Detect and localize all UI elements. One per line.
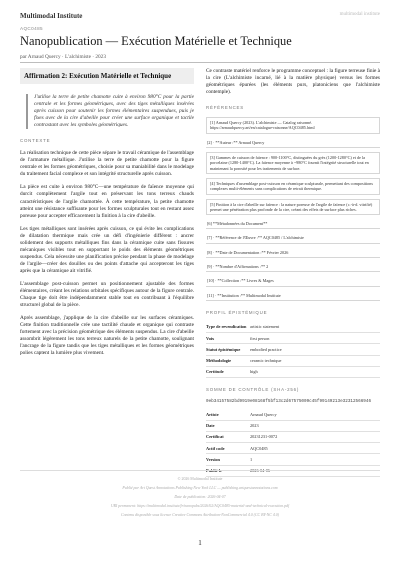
footer-copyright: © 2026 Multimodal Institute	[177, 477, 223, 481]
profile-value: embodied practice	[250, 344, 380, 355]
reference-item: [10] · **Collection :** Livres & Mages	[206, 276, 380, 286]
record-value: 2026-04-06	[250, 465, 380, 476]
right-column	[206, 68, 380, 477]
reference-item: [2] · **Auteur :** Arnaud Quercy	[206, 138, 380, 148]
body-paragraph: Les tiges métalliques sont insérées après cuisson, ce qui évite les complications de dilatation thermique mais crée un défi d'ingénierie différent : ancrer solidement des supports métalliques fins dans la céramique cuite sans fissures mécaniques visibles tout en supportant le poids des éléments géométriques suspendus. Cela nécessite une planification précise pendant la phase de modelage de l'argile—créer des douilles ou des points d'attache qui accepteront les tiges après que la céramique ait vitrifié.	[20, 225, 194, 274]
record-value: Arnaud Quercy	[250, 410, 380, 421]
profile-value: ceramic technique	[250, 355, 380, 366]
table-row	[206, 355, 380, 366]
record-key: Date	[206, 420, 250, 431]
intro-paragraph: Ce contraste matériel renforce le programme conceptuel : la figure terreuse finie à la cire (L'alchimiste incarné, lié à la matière physique) versus les formes géométriques épurées (les éléments purs, platoniciens que l'alchimiste contemple).	[206, 68, 380, 96]
asset-code: AQC0485	[20, 26, 43, 31]
left-column	[20, 68, 194, 363]
footer-permanent-uri[interactable]: URI permanent: https://multimodal.institute/fr/nanopubs/2026/02/AQC0485-material-and-technical-execution.pdf	[110, 503, 290, 508]
table-row	[206, 443, 380, 454]
claim-title: Affirmation 2: Exécution Matérielle et Technique	[20, 68, 194, 84]
page-footer	[20, 470, 380, 520]
intro-body	[206, 68, 380, 96]
profile-key: Méthodologie	[206, 355, 250, 366]
body-paragraph: Après assemblage, j'applique de la cire d'abeille sur les surfaces céramiques. Cette finition traditionnelle crée une tactilité chaude et organique qui contraste fortement avec la précision géométrique des éléments suspendus. La cire d'abeille assombrit légèrement les tons terreux naturels de la petite chamotte, soulignant l'ancrage de la figure tandis que les tiges métalliques et les formes géométriques polies captent la lumière plus vivement.	[20, 315, 194, 357]
reference-item: [9] · **Nombre d'Affirmations :** 2	[206, 262, 380, 272]
profile-value: high	[250, 366, 380, 377]
body-paragraph: La réalisation technique de cette pièce sépare le travail céramique de l'assemblage de l'armature métallique. J'utilise la terre de petite chamotte pour la figure centrale et les formes géométriques, choisie pour sa maniabilité dans le modelage du traitement facial complexe et son intégrité structurelle après cuisson.	[20, 150, 194, 178]
context-heading: CONTEXTE	[20, 138, 51, 144]
record-value: AQC0485	[250, 443, 380, 454]
profile-key: Statut épistémique	[206, 344, 250, 355]
institute-name: Multimodal Institute	[20, 12, 83, 20]
reference-item: [7] · **Référence de l'Œuvre :** AQC0485 / L'alchimiste	[206, 233, 380, 243]
references-list	[206, 117, 380, 301]
institute-watermark: multimodal institute	[339, 12, 380, 17]
table-row	[206, 431, 380, 442]
reference-item: [8] · **Date de Documentation :** Février 2026	[206, 248, 380, 258]
context-body	[20, 150, 194, 357]
checksum-heading: SOMME DE CONTRÔLE (SHA-256)	[206, 386, 300, 392]
table-row	[206, 454, 380, 465]
profile-heading: PROFIL ÉPISTÉMIQUE	[206, 309, 268, 315]
reference-item: [11] · **Institution :** Multimodal Institute	[206, 291, 380, 301]
record-key: Actif code	[206, 443, 250, 454]
profile-key: Certitude	[206, 366, 250, 377]
epistemic-profile-table	[206, 322, 380, 378]
profile-value: first person	[250, 333, 380, 344]
table-row	[206, 420, 380, 431]
reference-item: [6] **Métadonnées du Document**	[206, 219, 380, 229]
claim-abstract: J'utilise la terre de petite chamotte cuite à environ 980°C pour la partie centrale et les formes géométriques, avec des tiges métalliques insérées après cuisson pour soutenir les formes élémentaires suspendues, puis je fixes avec de la cire d'abeille pour créer une surface organique et tactile contrastant avec les symboles géométriques.	[26, 94, 194, 129]
profile-key: Type de revendication	[206, 322, 250, 333]
record-value: 20231231-0072	[250, 431, 380, 442]
table-row	[206, 366, 380, 377]
footer-published-date: Date de publication: 2026-04-07	[174, 494, 226, 499]
reference-item[interactable]: [1] Arnaud Quercy (2023). L'alchimiste — Catalog raisonné. https://arnaudquercy.art/en/catalogue-raisonne/AQC0485.html	[206, 117, 380, 134]
checksum-value: 0eb34157582bd9919e08168f5bf13c2d67575009c45f99149213e32312566946	[206, 398, 372, 404]
footer-license: Contenu disponible sous licence Creative Commons Attribution-NonCommercial 4.0 (CC BY-NC 4.0)	[121, 512, 279, 517]
reference-item: [3] Gammes de cuisson de faïence : 900-1100°C, distinguées du grès (1200-1280°C) et de la porcelaine (1280-1400°C). La faïence moyenne à ~980°C fournit l'intégrité structurelle tout en maintenant la porosité pour les traitements de surface.	[206, 152, 380, 174]
record-table	[206, 410, 380, 477]
record-key: Publié le	[206, 465, 250, 476]
footer-publisher[interactable]: Publié par Art Quest Annotations Publishing New York LLC — publishing.artquestannotations.com	[122, 485, 278, 490]
body-paragraph: La pièce est cuite à environ 980°C—une température de faïence moyenne qui durcit complètement l'argile tout en préservant les tons terreux chauds caractéristiques de l'argile chamottée. À cette température, la petite chamotte atteint une résistance suffisante pour les formes sculpturales tout en restant assez poreuse pour accepter efficacement la finition à la cire d'abeille.	[20, 184, 194, 219]
record-key: Certificat	[206, 431, 250, 442]
table-row	[206, 333, 380, 344]
record-value: 2023	[250, 420, 380, 431]
record-value: 1	[250, 454, 380, 465]
page-number: 1	[198, 539, 202, 547]
page-title: Nanopublication — Exécution Matérielle et Technique	[20, 34, 292, 48]
references-heading: RÉFÉRENCES	[206, 105, 245, 111]
top-bar	[20, 12, 380, 22]
table-row	[206, 322, 380, 333]
record-key: Artiste	[206, 410, 250, 421]
profile-key: Voix	[206, 333, 250, 344]
body-paragraph: L'assemblage post-cuisson permet un positionnement ajustable des formes élémentaires, créant les relations orbitales spécifiques autour de la figure centrale. Chaque tige doit être indépendamment stable tout en contribuant à l'équilibre structurel global de la pièce.	[20, 280, 194, 309]
table-row	[206, 410, 380, 421]
header-divider	[20, 62, 380, 63]
reference-item: [4] Techniques d'assemblage post-cuisson en céramique sculpturale, permettant des compositions complexes multi-éléments sans complications de retrait thermique.	[206, 178, 380, 195]
byline: par Arnaud Quercy · L'alchimiste · 2023	[20, 54, 106, 60]
table-row	[206, 344, 380, 355]
reference-item: [5] Finition à la cire d'abeille sur faïence : la nature poreuse de l'argile de faïence (c.-à-d. vitrifié) permet une pénétration plus profonde de la cire, créant des effets de surface plus riches.	[206, 199, 380, 216]
record-key: Version	[206, 454, 250, 465]
profile-value: artistic statement	[250, 322, 380, 333]
